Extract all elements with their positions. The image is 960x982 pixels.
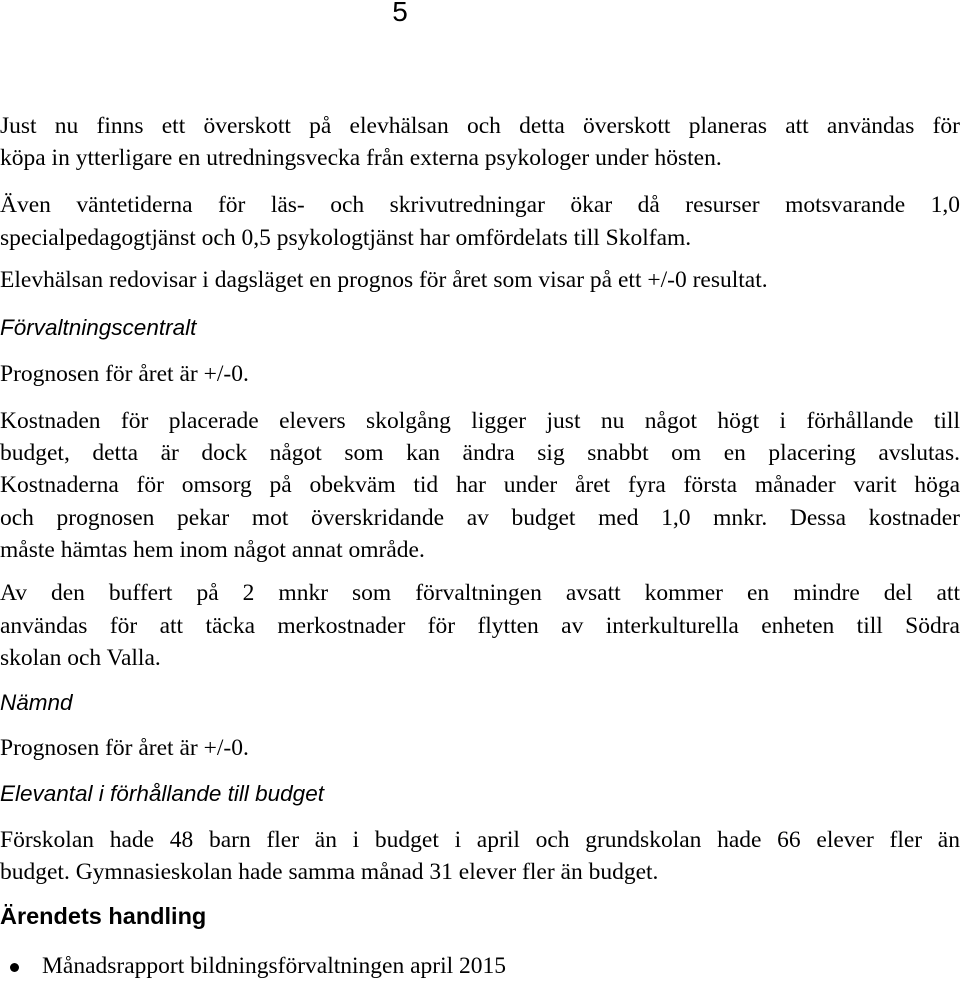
list-item: Månadsrapport bildningsförvaltningen april 2015 (42, 953, 507, 979)
paragraph-line: skolan och Valla. (0, 645, 161, 671)
section-heading-arendets-handling: Ärendets handling (0, 903, 207, 929)
paragraph-line: Just nu finns ett överskott på elevhälsan och detta överskott planeras att användas för (0, 113, 960, 139)
paragraph-line: specialpedagogtjänst och 0,5 psykologtjänst har omfördelats till Skolfam. (0, 225, 692, 251)
prognos-line: Prognosen för året är +/-0. (0, 361, 249, 387)
section-heading-elevantal: Elevantal i förhållande till budget (0, 781, 324, 806)
paragraph-line: Elevhälsan redovisar i dagsläget en prognos för året som visar på ett +/-0 resultat. (0, 267, 768, 293)
section-heading-namnd: Nämnd (0, 690, 73, 715)
paragraph-line: måste hämtas hem inom något annat område. (0, 537, 425, 563)
paragraph-line: budget. Gymnasieskolan hade samma månad 31 elever fler än budget. (0, 859, 659, 885)
paragraph-line: Av den buffert på 2 mnkr som förvaltningen avsatt kommer en mindre del att (0, 580, 960, 606)
paragraph-line: budget, detta är dock något som kan ändra sig snabbt om en placering avslutas. (0, 440, 960, 466)
paragraph-line: köpa in ytterligare en utredningsvecka från externa psykologer under hösten. (0, 145, 722, 171)
section-heading-forvaltningscentralt: Förvaltningscentralt (0, 315, 197, 340)
paragraph-line: och prognosen pekar mot överskridande av budget med 1,0 mnkr. Dessa kostnader (0, 505, 960, 531)
paragraph-line: användas för att täcka merkostnader för flytten av interkulturella enheten till Södra (0, 613, 960, 639)
paragraph-line: Kostnaderna för omsorg på obekväm tid har under året fyra första månader varit höga (0, 472, 960, 498)
paragraph-line: Kostnaden för placerade elevers skolgång ligger just nu något högt i förhållande till (0, 408, 960, 434)
bullet-icon (10, 963, 19, 972)
paragraph-line: Förskolan hade 48 barn fler än i budget i april och grundskolan hade 66 elever fler än (0, 827, 960, 853)
paragraph-line: Även väntetiderna för läs- och skrivutredningar ökar då resurser motsvarande 1,0 (0, 192, 960, 218)
page-number: 5 (392, 0, 408, 27)
prognos-line: Prognosen för året är +/-0. (0, 735, 249, 761)
